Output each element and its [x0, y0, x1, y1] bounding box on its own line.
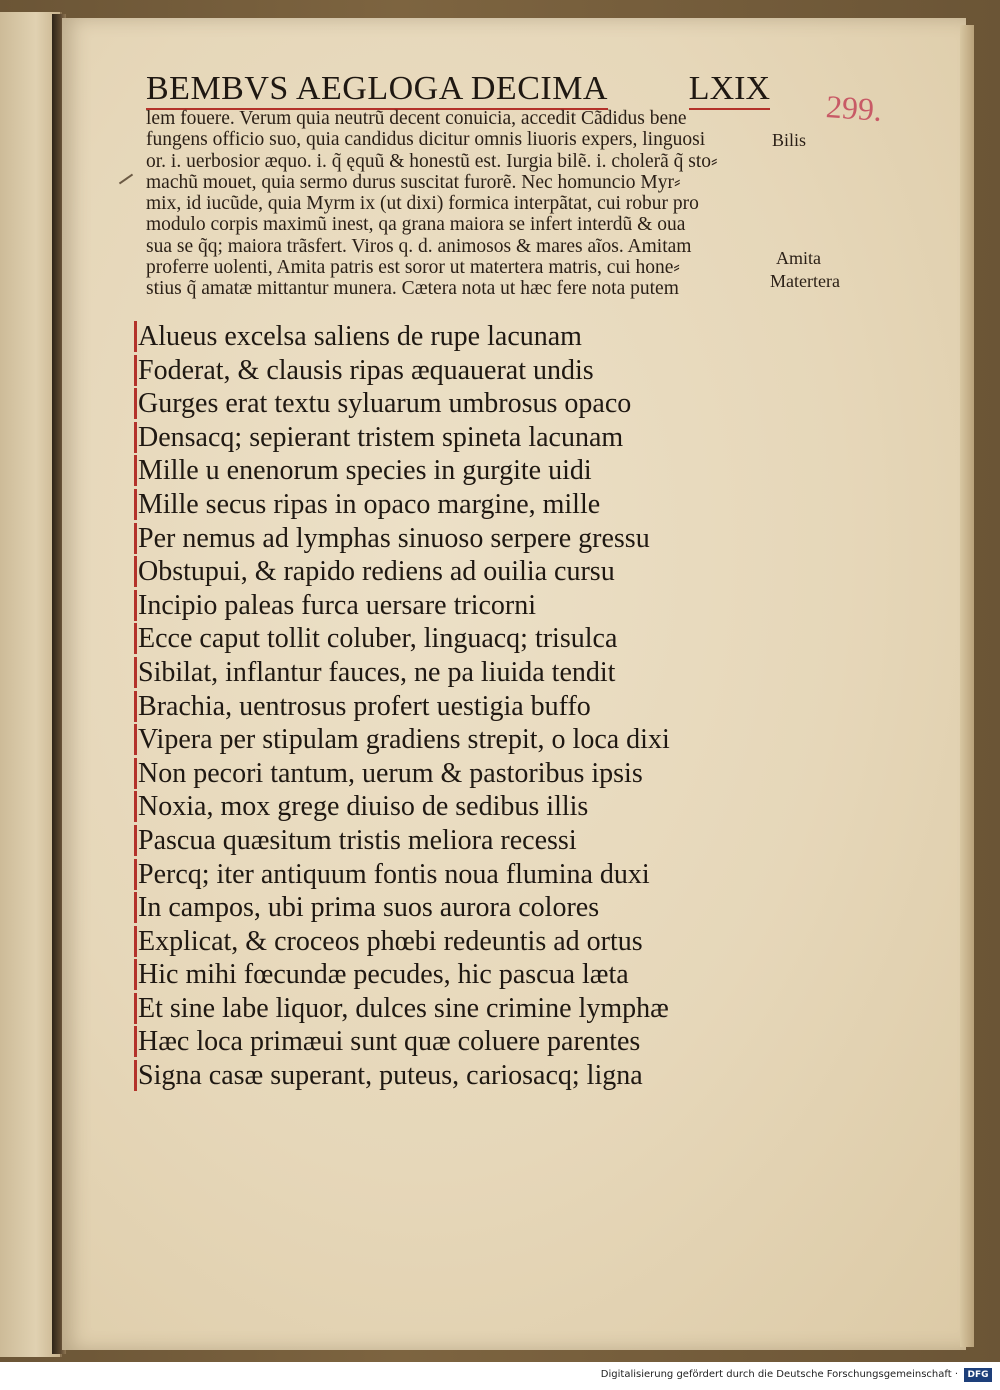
verse-initial: V [134, 724, 157, 755]
verse-line [134, 320, 794, 354]
verse-line [134, 824, 794, 858]
verse-initial: P [134, 523, 154, 554]
verse-initial: H [134, 1026, 158, 1057]
verse-line [134, 522, 794, 556]
verse-initial: M [134, 455, 163, 486]
commentary-line: modulo corpis maximũ inest, qa grana maiora se infert interdũ & oua [146, 214, 686, 236]
verse-line [134, 354, 794, 388]
verse-initial: N [134, 791, 158, 822]
verse-initial: I [134, 892, 147, 923]
verse-text: æc loca primæui sunt quæ coluere parentes [158, 1026, 641, 1058]
verse-line [134, 891, 794, 925]
verse-text: urges erat textu syluarum umbrosus opaco [158, 388, 632, 420]
verse-initial: F [134, 355, 154, 386]
verse-line [134, 757, 794, 791]
verse-text: bstupui, & rapido rediens ad ouilia cursu [158, 556, 615, 588]
verse-line [134, 723, 794, 757]
verse-text: t sine labe liquor, dulces sine crimine lymphæ [155, 992, 669, 1024]
verse-text: ic mihi fœcundæ pecudes, hic pascua læta [158, 959, 629, 991]
verse-text: rachia, uentrosus profert uestigia buffo [156, 690, 591, 722]
verse-line [134, 656, 794, 690]
verse-initial: D [134, 422, 158, 453]
page-header [146, 70, 770, 110]
verse-initial: I [134, 590, 147, 621]
verse-text: oxia, mox grege diuiso de sedibus illis [158, 791, 589, 823]
verse-initial: O [134, 556, 158, 587]
verse-line [134, 1025, 794, 1059]
verse-text: igna casæ superant, puteus, cariosacq; ligna [153, 1060, 643, 1092]
verse-line [134, 555, 794, 589]
verse-initial: G [134, 388, 158, 419]
verse-text: lueus excelsa saliens de rupe lacunam [158, 321, 582, 352]
verse-text: ille u enenorum species in gurgite uidi [162, 455, 592, 487]
verse-text: ibilat, inflantur fauces, ne pa liuida tendit [153, 656, 616, 688]
footer-bar [0, 1362, 1000, 1390]
commentary-line: mix, id iucũde, quia Myrm ix (ut dixi) formica interpãtat, cui robur pro [146, 193, 699, 215]
marginal-note-amita: Amita [776, 248, 821, 268]
verse-line [134, 589, 794, 623]
commentary-line: fungens officio suo, quia candidus dicitur omnis liuoris expers, linguosi [146, 129, 706, 151]
verse-text: ille secus ripas in opaco margine, mille [162, 488, 601, 520]
verse-line [134, 387, 794, 421]
verse-initial: B [134, 691, 157, 722]
commentary-line: or. i. uerbosior æquo. i. q̃ ęquũ & honestũ est. Iurgia bilẽ. i. cholerã q̃ sto⸗ [146, 150, 718, 172]
manuscript-number: 299. [824, 88, 884, 128]
verse-text: ensacq; sepierant tristem spineta lacunam [158, 421, 624, 453]
verse-text: ercq; iter antiquum fontis noua flumina duxi [153, 858, 650, 890]
verse-line [134, 958, 794, 992]
verse-text: xplicat, & croceos phœbi redeuntis ad ortus [155, 925, 643, 957]
verse-text: oderat, & clausis ripas æquauerat undis [153, 354, 594, 386]
commentary-block [146, 108, 776, 300]
verse-text: er nemus ad lymphas sinuoso serpere gressu [153, 522, 650, 554]
verse-initial: P [134, 825, 154, 856]
marginal-note-bilis: Bilis [772, 130, 807, 150]
page-fore-edge [960, 25, 974, 1347]
commentary-line: sua se q̃q; maiora trãsfert. Viros q. d. animosos & mares aĩos. Amitam [146, 235, 692, 257]
verse-initial: M [134, 489, 163, 520]
verse-line [134, 454, 794, 488]
verse-initial: E [134, 993, 155, 1024]
verse-line [134, 790, 794, 824]
commentary-line: stius q̃ amatæ mittantur munera. Cætera nota ut hæc fere nota putem [146, 278, 679, 300]
verse-block [134, 320, 794, 1093]
verse-line [134, 858, 794, 892]
marginal-note-matertera: Matertera [770, 271, 840, 291]
verse-text: on pecori tantum, uerum & pastoribus ipsis [158, 757, 643, 789]
verse-initial: N [134, 758, 158, 789]
verse-initial: A [134, 321, 158, 352]
verse-line [134, 1059, 794, 1093]
verse-text: n campos, ubi prima suos aurora colores [147, 892, 600, 924]
verse-text: cce caput tollit coluber, linguacq; trisulca [155, 623, 618, 655]
verse-text: ipera per stipulam gradiens strepit, o loca dixi [156, 724, 670, 756]
verse-initial: H [134, 959, 158, 990]
verse-line [134, 622, 794, 656]
verse-initial: E [134, 926, 155, 957]
verse-line [134, 925, 794, 959]
verse-line [134, 488, 794, 522]
verse-initial: S [134, 657, 154, 688]
verse-line [134, 992, 794, 1026]
verse-line [134, 421, 794, 455]
verse-initial: S [134, 1060, 154, 1091]
commentary-line: proferre uolenti, Amita patris est soror ut matertera matris, cui hone⸗ [146, 257, 680, 279]
verse-line [134, 690, 794, 724]
verse-initial: E [134, 623, 155, 654]
verse-initial: P [134, 859, 154, 890]
dfg-logo: DFG [964, 1368, 992, 1382]
folio-number: LXIX [689, 70, 770, 110]
running-title: BEMBVS AEGLOGA DECIMA [146, 70, 608, 110]
verse-text: ncipio paleas furca uersare tricorni [147, 589, 537, 621]
commentary-line: machũ mouet, quia sermo durus suscitat furorẽ. Nec homuncio Myr⸗ [146, 171, 681, 193]
funding-credit: Digitalisierung gefördert durch die Deutsche Forschungsgemeinschaft · [600, 1369, 958, 1380]
verse-text: ascua quæsitum tristis meliora recessi [153, 824, 577, 856]
commentary-line: lem fouere. Verum quia neutrũ decent conuicia, accedit Cãdidus bene [146, 108, 687, 129]
